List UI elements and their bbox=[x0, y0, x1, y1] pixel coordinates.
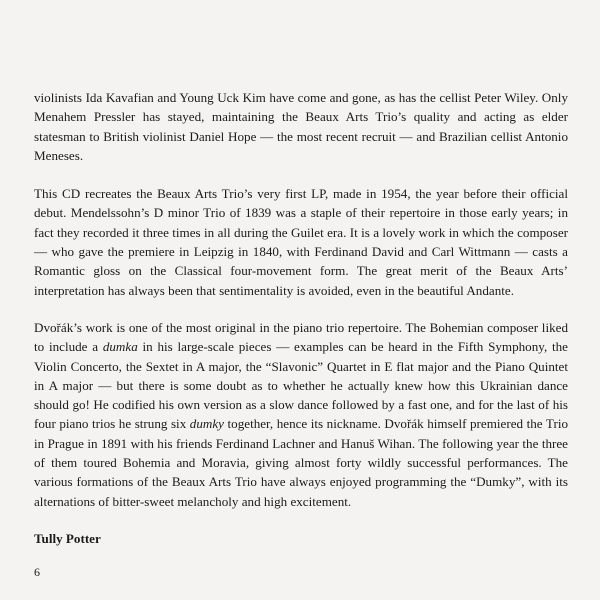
italic-term: dumky bbox=[189, 416, 224, 432]
text-run: This CD recreates the Beaux Arts Trio’s very first LP, made in 1954, the year before their official debut. Mendelssohn’s D minor Trio of 1839 was a staple of their repertoire in those early years; in fact they recorded it three times in all during the Guilet era. It is a lovely work in which the composer — who gave the premiere in Leipzig in 1840, with Ferdinand David and Carl Wittmann — casts a Romantic gloss on the Classical four-movement form. The great merit of the Beaux Arts’ interpretation has always been that sentimentality is avoided, even in the beautiful Andante. bbox=[34, 186, 568, 298]
paragraph-2 bbox=[34, 184, 568, 300]
text-run: violinists Ida Kavafian and Young Uck Kim have come and gone, as has the cellist Peter Wiley. Only Menahem Pressler has stayed, maintaining the Beaux Arts Trio’s quality and acting as elder statesman to British violinist Daniel Hope — the most recent recruit — and Brazilian cellist Antonio Meneses. bbox=[34, 90, 568, 163]
author-signature: Tully Potter bbox=[34, 530, 101, 546]
paragraph-3 bbox=[34, 318, 568, 511]
text-run: together, hence its nickname. Dvořák himself premiered the Trio in Prague in 1891 with his friends Ferdinand Lachner and Hanuš Wihan. The following year the three of them toured Bohemia and Moravia, giving almost forty wildly successful performances. The various formations of the Beaux Arts Trio have always enjoyed programming the “Dumky”, with its alternations of bitter-sweet melancholy and high excitement. bbox=[34, 416, 569, 509]
italic-term: dumka bbox=[102, 339, 138, 355]
paragraph-1 bbox=[34, 88, 568, 165]
text-run: Dvořák’s work is one of the most original in the piano trio repertoire. The Bohemian composer liked to include a bbox=[34, 319, 568, 355]
article-body bbox=[34, 88, 568, 548]
text-run: in his large-scale pieces — examples can be heard in the Fifth Symphony, the Violin Concerto, the Sextet in A major, the “Slavonic” Quartet in E flat major and the Piano Quintet in A major — but there is some doubt as to whether he actually knew how this Ukrainian dance should go! He codified his own version as a slow dance followed by a fast one, and for the last of his four piano trios he strung six bbox=[34, 339, 568, 432]
page-number: 6 bbox=[34, 565, 40, 579]
